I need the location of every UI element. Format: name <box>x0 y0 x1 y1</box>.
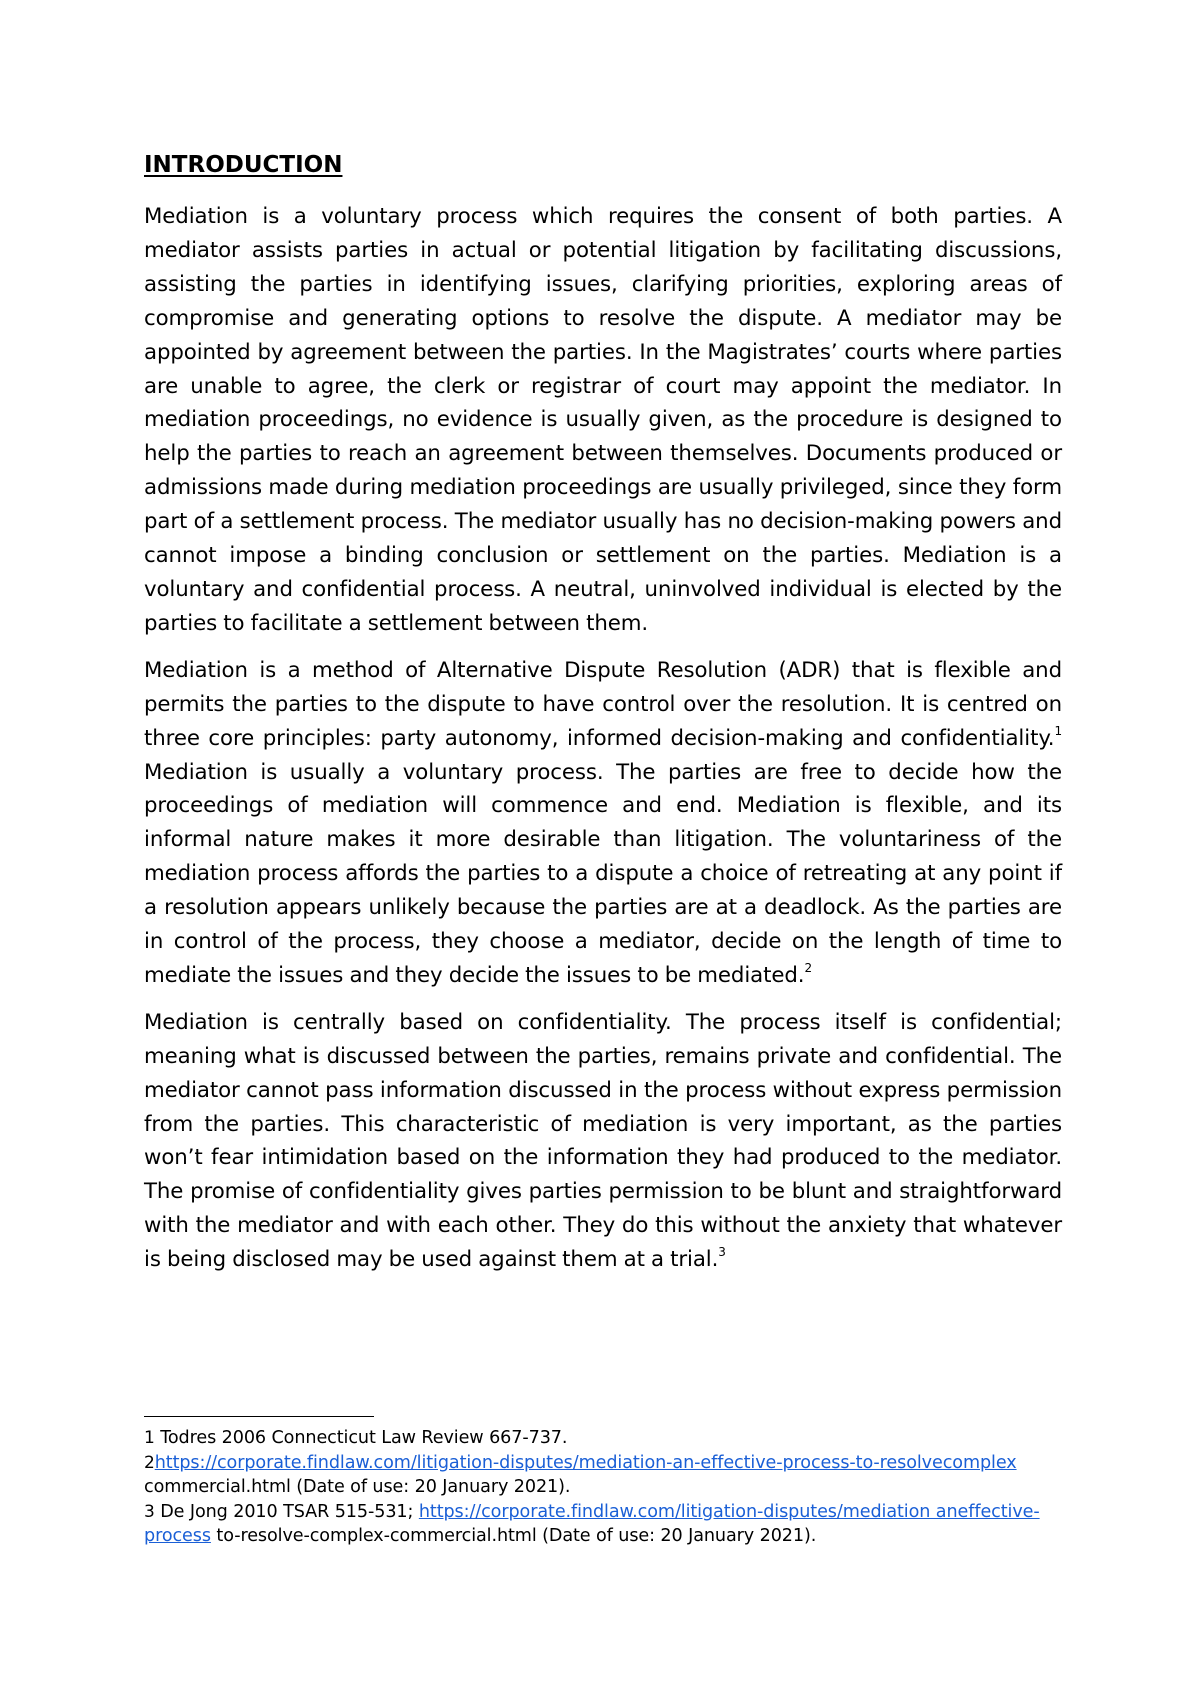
footnote-2 <box>144 1451 1064 1500</box>
footnote-text: De Jong 2010 TSAR 515-531; <box>154 1501 419 1522</box>
footnote-link[interactable]: https://corporate.findlaw.com/litigation-disputes/mediation-an-effective-process-to-resolvecomplex <box>154 1452 1017 1473</box>
footnote-ref-3[interactable]: 3 <box>718 1245 726 1260</box>
page-title: INTRODUCTION <box>144 152 343 178</box>
footnote-number: 1 <box>144 1428 155 1448</box>
footnotes <box>144 1426 1064 1549</box>
paragraph-1-text: Mediation is a voluntary process which requires the consent of both parties. A mediator assists parties in actual or potential litigation by facilitating discussions, assisting the parties in identifying issues, clarifying priorities, exploring areas of compromise and generating options to resolve the dispute. A mediator may be appointed by agreement between the parties. In the Magistrates’ courts where parties are unable to agree, the clerk or registrar of court may appoint the mediator. In mediation proceedings, no evidence is usually given, as the procedure is designed to help the parties to reach an agreement between themselves. Documents produced or admissions made during mediation proceedings are usually privileged, since they form part of a settlement process. The mediator usually has no decision-making powers and cannot impose a binding conclusion or settlement on the parties. Mediation is a voluntary and confidential process. A neutral, uninvolved individual is elected by the parties to facilitate a settlement between them. <box>144 204 1062 636</box>
footnote-ref-2[interactable]: 2 <box>804 960 813 975</box>
document-page <box>144 150 1062 1290</box>
footnote-number: 3 <box>144 1501 155 1522</box>
footnote-ref-1[interactable]: 1 <box>1054 723 1062 738</box>
paragraph-2-text-a: Mediation is a method of Alternative Dispute Resolution (ADR) that is flexible and permits the parties to the dispute to have control over the resolution. It is centred on three core principles: party autonomy, informed decision-making and confidentiality. <box>144 657 1062 751</box>
paragraph-3-text: Mediation is centrally based on confidentiality. The process itself is confidential; meaning what is discussed between the parties, remains private and confidential. The mediator cannot pass information discussed in the process without express permission from the parties. This characteristic of mediation is very important, as the parties won’t fear intimidation based on the information they had produced to the mediator. The promise of confidentiality gives parties permission to be blunt and straightforward with the mediator and with each other. They do this without the anxiety that whatever is being disclosed may be used against them at a trial. <box>144 1009 1062 1273</box>
footnote-1 <box>144 1426 1064 1451</box>
footnote-text: Todres 2006 Connecticut Law Review 667-737. <box>154 1428 568 1448</box>
paragraph-2 <box>144 654 1062 993</box>
footnote-number: 2 <box>144 1452 155 1473</box>
footnote-link[interactable]: https://corporate.findlaw.com/litigation-disputes/mediation aneffective-process <box>144 1501 1040 1546</box>
paragraph-3 <box>144 1006 1062 1277</box>
footnote-3 <box>144 1500 1064 1549</box>
footnote-text: commercial.html (Date of use: 20 January 2021). <box>144 1477 571 1497</box>
paragraph-2-text-b: Mediation is usually a voluntary process. The parties are free to decide how the proceedings of mediation will commence and end. Mediation is flexible, and its informal nature makes it more desirable than litigation. The voluntariness of the mediation process affords the parties to a dispute a choice of retreating at any point if a resolution appears unlikely because the parties are at a deadlock. As the parties are in control of the process, they choose a mediator, decide on the length of time to mediate the issues and they decide the issues to be mediated. <box>144 759 1062 988</box>
footnote-separator <box>144 1416 374 1417</box>
paragraph-1 <box>144 200 1062 641</box>
footnote-text: to-resolve-complex-commercial.html (Date of use: 20 January 2021). <box>210 1526 817 1546</box>
